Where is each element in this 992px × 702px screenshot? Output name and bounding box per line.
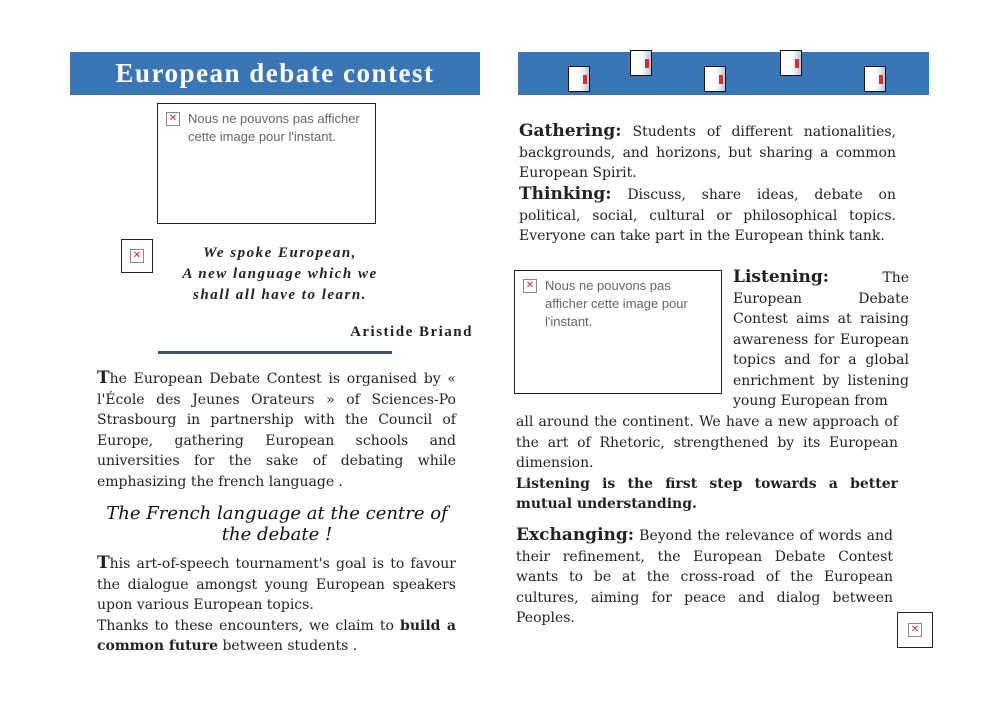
quote — [160, 243, 400, 306]
gathering-section — [519, 121, 896, 184]
small-broken-image — [897, 612, 933, 648]
broken-image-icon: ✕ — [908, 623, 922, 637]
broken-image-icon: ✕ — [130, 249, 144, 263]
small-broken-image — [121, 239, 153, 273]
decorative-square-icon — [568, 66, 590, 92]
broken-image-icon: ✕ — [523, 279, 537, 293]
broken-image-placeholder — [514, 270, 722, 394]
image-placeholder-text: Nous ne pouvons pas afficher cette image pour l'instant. — [188, 111, 360, 144]
decorative-square-icon — [704, 66, 726, 92]
broken-image-icon: ✕ — [166, 112, 180, 126]
subtitle: The French language at the centre of the debate ! — [106, 503, 448, 545]
exchanging-text: Beyond the relevance of words and their refinement, the European Debate Contest wants to be at the cross-road of the European cultures, aiming for peace and dialog between Peoples. — [516, 528, 893, 626]
claim-text: Thanks to these encounters, we claim to — [97, 617, 401, 634]
decorative-square-icon — [780, 50, 802, 76]
divider — [158, 351, 392, 354]
gathering-heading: Gathering: — [519, 121, 622, 141]
quote-line: We spoke European, — [203, 245, 357, 261]
listening-text-continued: all around the continent. We have a new approach of the art of Rhetoric, strengthened by its European dimension. — [516, 414, 898, 471]
broken-image-placeholder — [157, 103, 376, 224]
intro-text: he European Debate Contest is organised by « l'École des Jeunes Orateurs » of Sciences-Po Strasbourg in partnership with the Council of Europe, gathering European schools and universities for the sake of debating while emphasizing the french language . — [97, 371, 456, 490]
exchanging-heading: Exchanging: — [516, 525, 635, 545]
quote-line: A new language which we — [182, 266, 378, 282]
thinking-text: Discuss, share ideas, debate on political, social, cultural or philosophical topics. Everyone can take part in the European think tank. — [519, 187, 896, 244]
goal-text: his art-of-speech tournament's goal is to favour the dialogue amongst young European speakers upon various European topics. — [97, 556, 456, 613]
page-title: European debate contest — [115, 58, 435, 88]
listening-bold-line: Listening is the first step towards a better mutual understanding. — [516, 475, 898, 512]
gathering-text: Students of different nationalities, backgrounds, and horizons, but sharing a common European Spirit. — [519, 124, 896, 181]
claim-end: between students . — [218, 638, 358, 654]
intro-paragraph — [97, 368, 456, 492]
listening-section — [733, 267, 909, 412]
listening-continued — [516, 412, 898, 515]
quote-author: Aristide Briand — [350, 324, 473, 340]
exchanging-section — [516, 525, 893, 629]
dropcap: T — [97, 553, 110, 573]
decorative-square-icon — [630, 50, 652, 76]
quote-line: shall all have to learn. — [193, 287, 367, 303]
listening-heading: Listening: — [733, 267, 829, 287]
goal-paragraph — [97, 553, 456, 657]
header-band — [518, 52, 929, 95]
decorative-square-icon — [864, 66, 886, 92]
image-placeholder-text: Nous ne pouvons pas afficher cette image pour l'instant. — [545, 278, 688, 329]
title-banner — [70, 52, 480, 95]
dropcap: T — [97, 368, 110, 388]
thinking-section — [519, 184, 896, 247]
listening-text: The European Debate Contest aims at raising awareness for European topics and for a global enrichment by listening young European from — [733, 270, 909, 409]
claim-bold: build a common future — [97, 617, 457, 654]
thinking-heading: Thinking: — [519, 184, 612, 204]
